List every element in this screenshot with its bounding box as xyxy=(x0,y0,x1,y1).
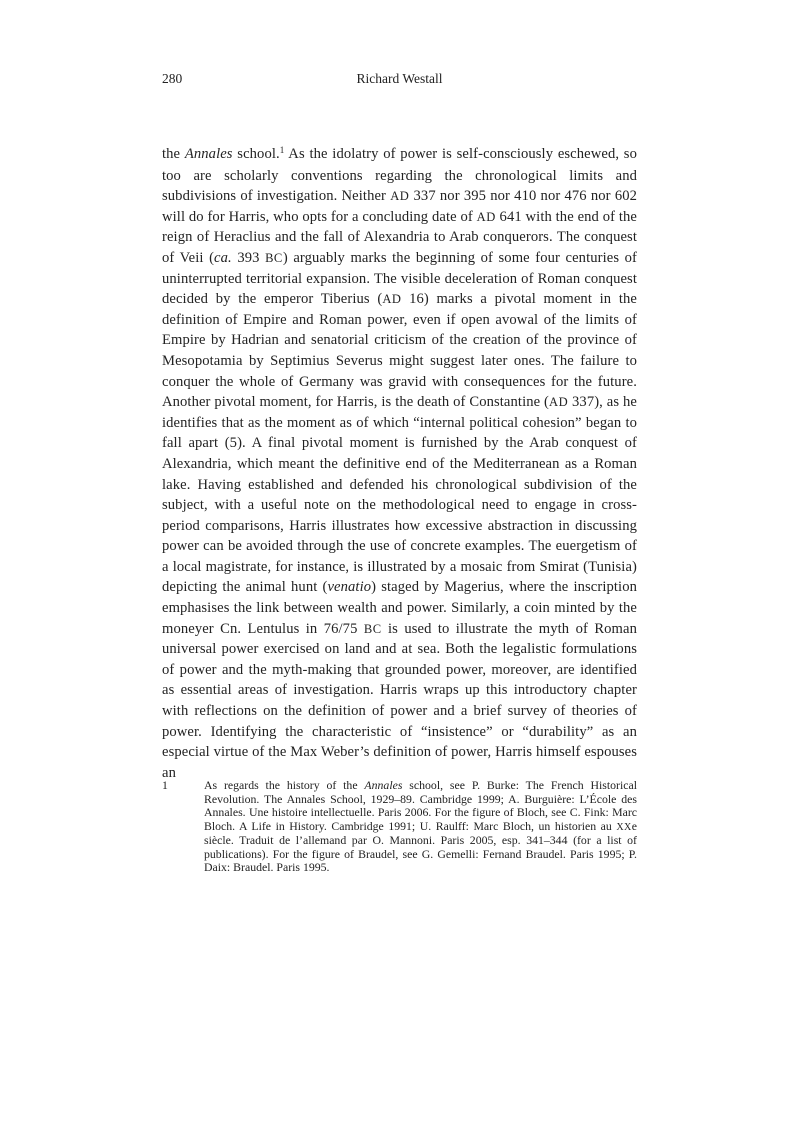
page-number: 280 xyxy=(162,71,183,86)
footnote xyxy=(162,779,637,875)
body-paragraph: the Annales school.$^1$ As the idolatry of power is self-consciously eschewed, so too are scholarly conventions regarding the chronological limits and subdivisions of investigation. Neither AD 337 nor 395 nor 410 nor 476 nor 602 will do for Harris, who opts for a concluding date of AD 641 with the end of the reign of Heraclius and the fall of Alexandria to Arab conquerors. The conquest of Veii (ca. 393 BC) arguably marks the beginning of some four centuries of uninterrupted territorial expansion. The visible deceleration of Roman conquest decided by the emperor Tiberius (AD 16) marks a pivotal moment in the definition of Empire and Roman power, even if open avowal of the limits of Empire by Hadrian and senatorial criticism of the creation of the province of Mesopotamia by Septimius Severus might suggest later ones. The failure to conquer the whole of Germany was gravid with consequences for the future. Another pivotal moment, for Harris, is the death of Constantine (AD 337), as he identifies that as the moment as of which “internal political cohesion” began to fall apart (5). A final pivotal moment is furnished by the Arab conquest of Alexandria, which meant the definitive end of the Mediterranean as a Roman lake. Having established and defended his chronological subdivision of the subject, with a useful note on the methodological need to engage in cross-period comparisons, Harris illustrates how excessive abstraction in discussing power can be avoided through the use of concrete examples. The euergetism of a local magistrate, for instance, is illustrated by a mosaic from Smirat (Tunisia) depicting the animal hunt (venatio) staged by Magerius, where the inscription emphasises the link between wealth and power. Similarly, a coin minted by the moneyer Cn. Lentulus in 76/75 BC is used to illustrate the myth of Roman universal power exercised on land and at sea. Both the legalistic formulations of power and the myth-making that grounded power, moreover, are identified as essential areas of investigation. Harris wraps up this introductory chapter with reflections on the definition of power and a brief survey of theories of power. Identifying the characteristic of “insistence” or “durability” as an especial virtue of the Max Weber’s definition of power, Harris himself espouses an xyxy=(162,145,638,781)
running-head xyxy=(162,70,637,88)
footnote-text: As regards the history of the Annales school, see P. Burke: The French Historical Revolution. The Annales School, 1929–89. Cambridge 1999; A. Burguière: L’École des Annales. Une histoire intellectuelle. Paris 2006. For the figure of Bloch, see C. Fink: Marc Bloch. A Life in History. Cambridge 1991; U. Raulff: Marc Bloch, un historien au XXe siècle. Traduit de l’allemand par O. Mannoni. Paris 2005, esp. 341–344 (for a list of publications). For the figure of Braudel, see G. Gemelli: Fernand Braudel. Paris 1995; P. Daix: Braudel. Paris 1995. xyxy=(204,778,637,874)
running-header-author: Richard Westall xyxy=(356,71,443,86)
footnote-number: 1 xyxy=(162,778,168,792)
